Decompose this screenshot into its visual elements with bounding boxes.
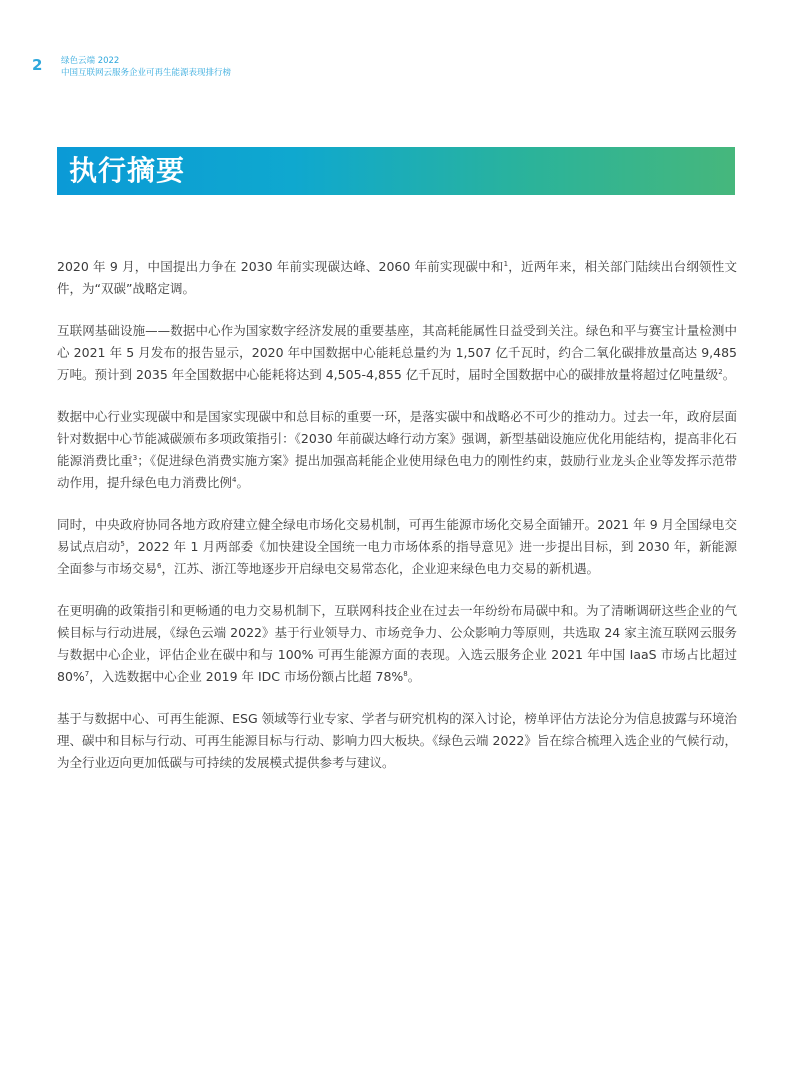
paragraph <box>57 514 737 580</box>
paragraph <box>57 406 737 494</box>
paragraph <box>57 600 737 688</box>
footnote-ref: 7 <box>84 670 90 678</box>
paragraph-text: 互联网基础设施——数据中心作为国家数字经济发展的重要基座，其高耗能属性日益受到关注。绿色和平与赛宝计量检测中心 2021 年 5 月发布的报告显示，2020 年中国数据中心能耗总量约为 1,507 亿千瓦时，约合二氧化碳排放量高达 9,485 万吨。预计到 2035 年全国数据中心能耗将达到 4,505-4,855 亿千瓦时，届时全国数据中心的碳排放量将超过亿吨量级 <box>57 323 737 382</box>
paragraph-text: 。 <box>722 367 736 382</box>
paragraph <box>57 708 737 774</box>
paragraph-text: ，2022 年 1 月两部委《加快建设全国统一电力市场体系的指导意见》进一步提出目标，到 2030 年，新能源全面参与市场交易 <box>57 539 737 576</box>
paragraph-text: ，近两年来，相关部门陆续出台纲领性文件，为“双碳”战略定调。 <box>57 259 737 296</box>
body-text <box>57 256 737 794</box>
paragraph-text: ，江苏、浙江等地逐步开启绿电交易常态化，企业迎来绿色电力交易的新机遇。 <box>161 561 599 576</box>
paragraph-text: 数据中心行业实现碳中和是国家实现碳中和总目标的重要一环，是落实碳中和战略必不可少的推动力。过去一年，政府层面针对数据中心节能减碳颁布多项政策指引：《2030 年前碳达峰行动方案》强调，新型基础设施应优化用能结构，提高非化石能源消费比重 <box>57 409 737 468</box>
running-header-subtitle: 中国互联网云服务企业可再生能源表现排行榜 <box>61 68 232 78</box>
running-header-title: 绿色云端 2022 <box>61 56 120 66</box>
paragraph-text: 2020 年 9 月，中国提出力争在 2030 年前实现碳达峰、2060 年前实现碳中和 <box>57 259 504 274</box>
paragraph-text: ，入选数据中心企业 2019 年 IDC 市场份额占比超 78% <box>89 669 404 684</box>
paragraph-text: 在更明确的政策指引和更畅通的电力交易机制下，互联网科技企业在过去一年纷纷布局碳中和。为了清晰调研这些企业的气候目标与行动进展，《绿色云端 2022》基于行业领导力、市场竞争力、公众影响力等原则，共选取 24 家主流互联网云服务与数据中心企业，评估企业在碳中和与 100% 可再生能源方面的表现。入选云服务企业 2021 年中国 IaaS 市场占比超过 80% <box>57 603 737 684</box>
paragraph-text: 基于与数据中心、可再生能源、ESG 领域等行业专家、学者与研究机构的深入讨论，榜单评估方法论分为信息披露与环境治理、碳中和目标与行动、可再生能源目标与行动、影响力四大板块。《绿色云端 2022》旨在综合梳理入选企业的气候行动，为全行业迈向更加低碳与可持续的发展模式提供参考与建议。 <box>57 711 737 770</box>
paragraph <box>57 256 737 300</box>
footnote-ref: 2 <box>718 368 723 376</box>
paragraph-text: 同时，中央政府协同各地方政府建立健全绿电市场化交易机制，可再生能源市场化交易全面铺开。2021 年 9 月全国绿电交易试点启动 <box>57 517 737 554</box>
footnote-ref: 6 <box>157 562 162 570</box>
footnote-ref: 5 <box>120 540 125 548</box>
paragraph <box>57 320 737 386</box>
paragraph-text: 。 <box>236 475 249 490</box>
footnote-ref: 1 <box>503 260 509 268</box>
footnote-ref: 4 <box>232 476 237 484</box>
running-header <box>61 55 231 79</box>
footnote-ref: 8 <box>403 670 408 678</box>
section-title-banner <box>57 147 735 195</box>
footnote-ref: 3 <box>132 454 138 462</box>
page-number: 2 <box>32 56 43 74</box>
section-title: 执行摘要 <box>69 154 186 187</box>
paragraph-text: 。 <box>407 669 421 684</box>
paragraph-text: ；《促进绿色消费实施方案》提出加强高耗能企业使用绿色电力的刚性约束，鼓励行业龙头企业等发挥示范带动作用，提升绿色电力消费比例 <box>57 453 737 490</box>
